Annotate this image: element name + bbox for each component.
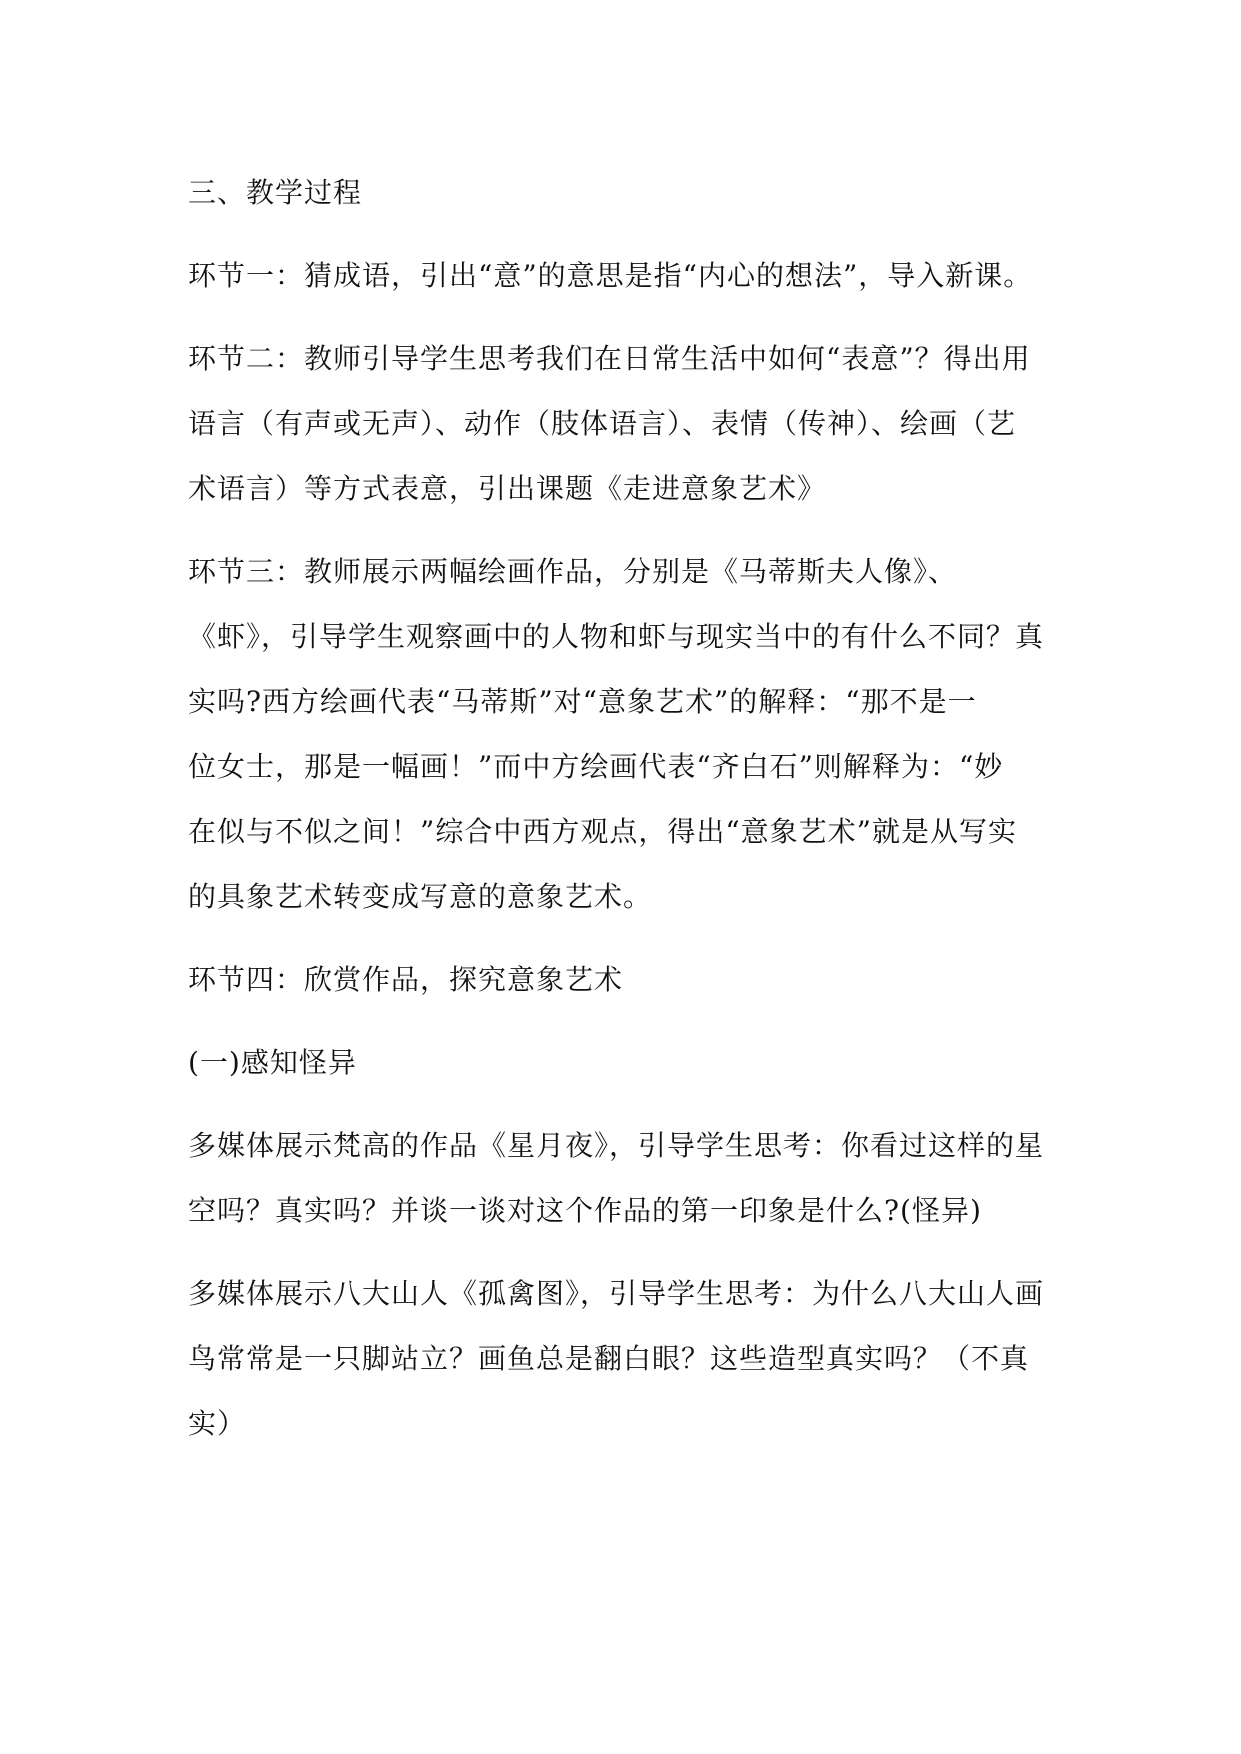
paragraph-line: 环节二：教师引导学生思考我们在日常生活中如何“表意”？得出用	[188, 342, 1031, 375]
paragraph-step-two	[188, 326, 1058, 521]
paragraph-line: 语言（有声或无声）、动作（肢体语言）、表情（传神）、绘画（艺	[188, 407, 1017, 440]
paragraph-line: 的具象艺术转变成写意的意象艺术。	[188, 880, 653, 913]
paragraph-line: 多媒体展示八大山人《孤禽图》，引导学生思考：为什么八大山人画	[188, 1277, 1045, 1310]
paragraph-line: 空吗？真实吗？并谈一谈对这个作品的第一印象是什么?(怪异)	[188, 1194, 982, 1227]
paragraph-line: (一)感知怪异	[188, 1046, 357, 1079]
paragraph-step-four	[188, 947, 1058, 1012]
paragraph-starry-night	[188, 1113, 1058, 1243]
paragraph-line: 术语言）等方式表意，引出课题《走进意象艺术》	[188, 472, 827, 505]
paragraph-line: 多媒体展示梵高的作品《星月夜》，引导学生思考：你看过这样的星	[188, 1129, 1045, 1162]
paragraph-line: 实吗?西方绘画代表“马蒂斯”对“意象艺术”的解释：“那不是一	[188, 685, 977, 718]
paragraph-line: 环节四：欣赏作品，探究意象艺术	[188, 963, 624, 996]
paragraph-step-three	[188, 539, 1058, 929]
paragraph-line: 环节三：教师展示两幅绘画作品，分别是《马蒂斯夫人像》、	[188, 555, 958, 588]
section-title	[188, 160, 1058, 225]
paragraph-line: 实）	[188, 1407, 247, 1440]
paragraph-line: 《虾》，引导学生观察画中的人物和虾与现实当中的有什么不同？真	[188, 620, 1045, 653]
paragraph-line: 在似与不似之间！”综合中西方观点，得出“意象艺术”就是从写实	[188, 815, 1017, 848]
document-body	[188, 160, 1058, 1456]
paragraph-line: 环节一：猜成语，引出“意”的意思是指“内心的想法”，导入新课。	[188, 259, 1033, 292]
subheading-perceive-strange	[188, 1030, 1058, 1095]
section-title-text: 三、教学过程	[188, 176, 363, 209]
paragraph-line: 鸟常常是一只脚站立？画鱼总是翻白眼？这些造型真实吗？（不真	[188, 1342, 1030, 1375]
paragraph-step-one	[188, 243, 1058, 308]
paragraph-line: 位女士，那是一幅画！”而中方绘画代表“齐白石”则解释为：“妙	[188, 750, 1004, 783]
paragraph-lonely-bird	[188, 1261, 1058, 1456]
